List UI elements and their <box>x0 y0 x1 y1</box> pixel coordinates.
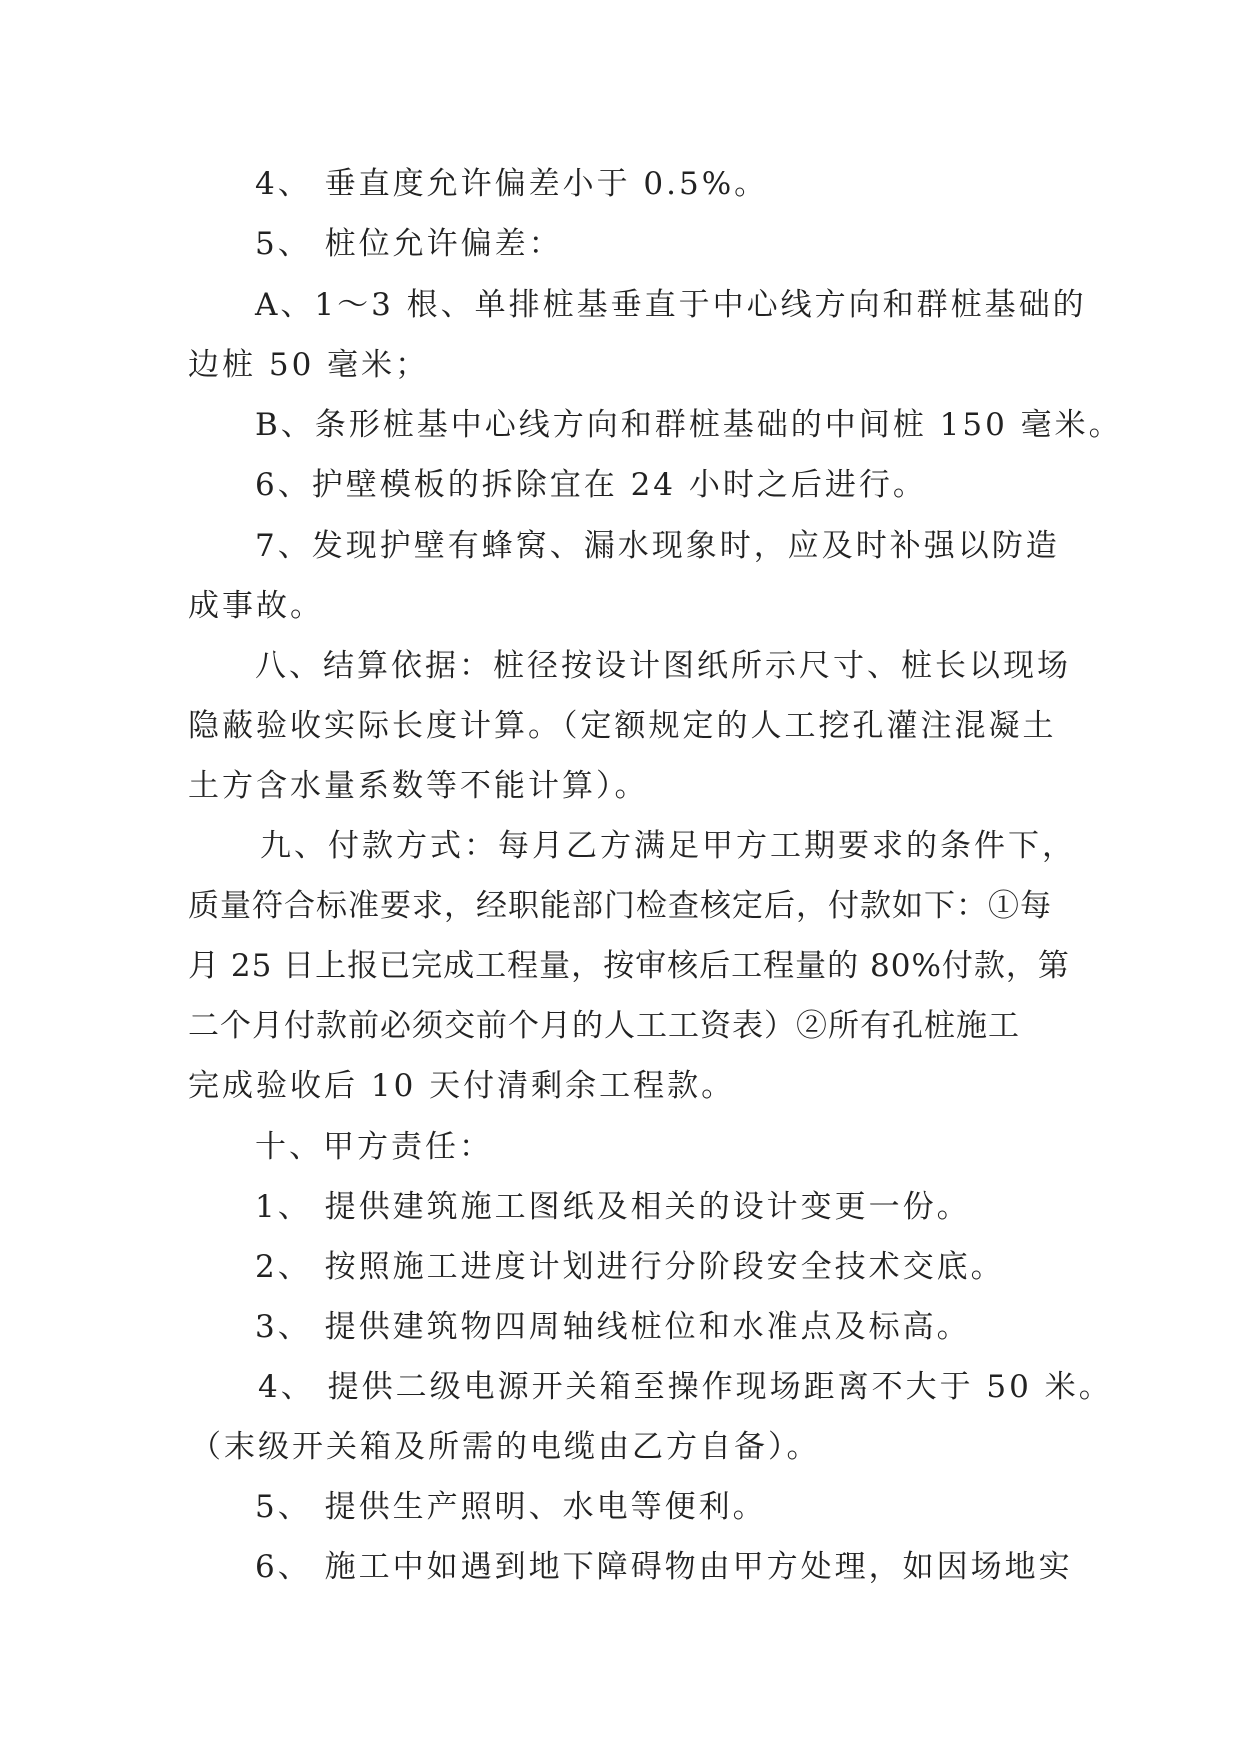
text-line: 4、 提供二级电源开关箱至操作现场距离不大于 50 米。 <box>258 1369 1113 1405</box>
text-line: B、条形桩基中心线方向和群桩基础的中间桩 150 毫米。 <box>255 407 1123 443</box>
text-line: 3、 提供建筑物四周轴线桩位和水准点及标高。 <box>255 1309 971 1345</box>
text-line: 二个月付款前必须交前个月的人工工资表）②所有孔桩施工 <box>188 1008 1020 1044</box>
text-line: 1、 提供建筑施工图纸及相关的设计变更一份。 <box>255 1189 971 1225</box>
text-line: 成事故。 <box>188 588 324 624</box>
text-line: 5、 提供生产照明、水电等便利。 <box>255 1489 767 1525</box>
text-line: A、1～3 根、单排桩基垂直于中心线方向和群桩基础的 <box>255 287 1087 323</box>
text-line: 6、护壁模板的拆除宜在 24 小时之后进行。 <box>255 467 927 503</box>
text-line: 质量符合标准要求，经职能部门检查核定后，付款如下：①每 <box>188 888 1052 924</box>
text-line: 隐蔽验收实际长度计算。（定额规定的人工挖孔灌注混凝土 <box>188 708 1057 744</box>
text-line: 十、甲方责任： <box>255 1129 493 1165</box>
text-line: 月 25 日上报已完成工程量，按审核后工程量的 80%付款，第 <box>188 948 1070 984</box>
text-line: 5、 桩位允许偏差： <box>255 226 563 262</box>
text-line: 九、付款方式：每月乙方满足甲方工期要求的条件下， <box>260 828 1076 864</box>
text-line: （末级开关箱及所需的电缆由乙方自备）。 <box>190 1429 821 1465</box>
text-line: 八、结算依据：桩径按设计图纸所示尺寸、桩长以现场 <box>255 648 1071 684</box>
text-line: 边桩 50 毫米； <box>188 347 430 383</box>
text-line: 土方含水量系数等不能计算）。 <box>188 768 649 804</box>
text-line: 6、 施工中如遇到地下障碍物由甲方处理，如因场地实 <box>255 1549 1073 1585</box>
text-line: 2、 按照施工进度计划进行分阶段安全技术交底。 <box>255 1249 1005 1285</box>
text-line: 7、发现护壁有蜂窝、漏水现象时，应及时补强以防造 <box>255 528 1060 564</box>
text-line: 完成验收后 10 天付清剩余工程款。 <box>188 1068 736 1104</box>
text-line: 4、 垂直度允许偏差小于 0.5%。 <box>255 166 769 202</box>
